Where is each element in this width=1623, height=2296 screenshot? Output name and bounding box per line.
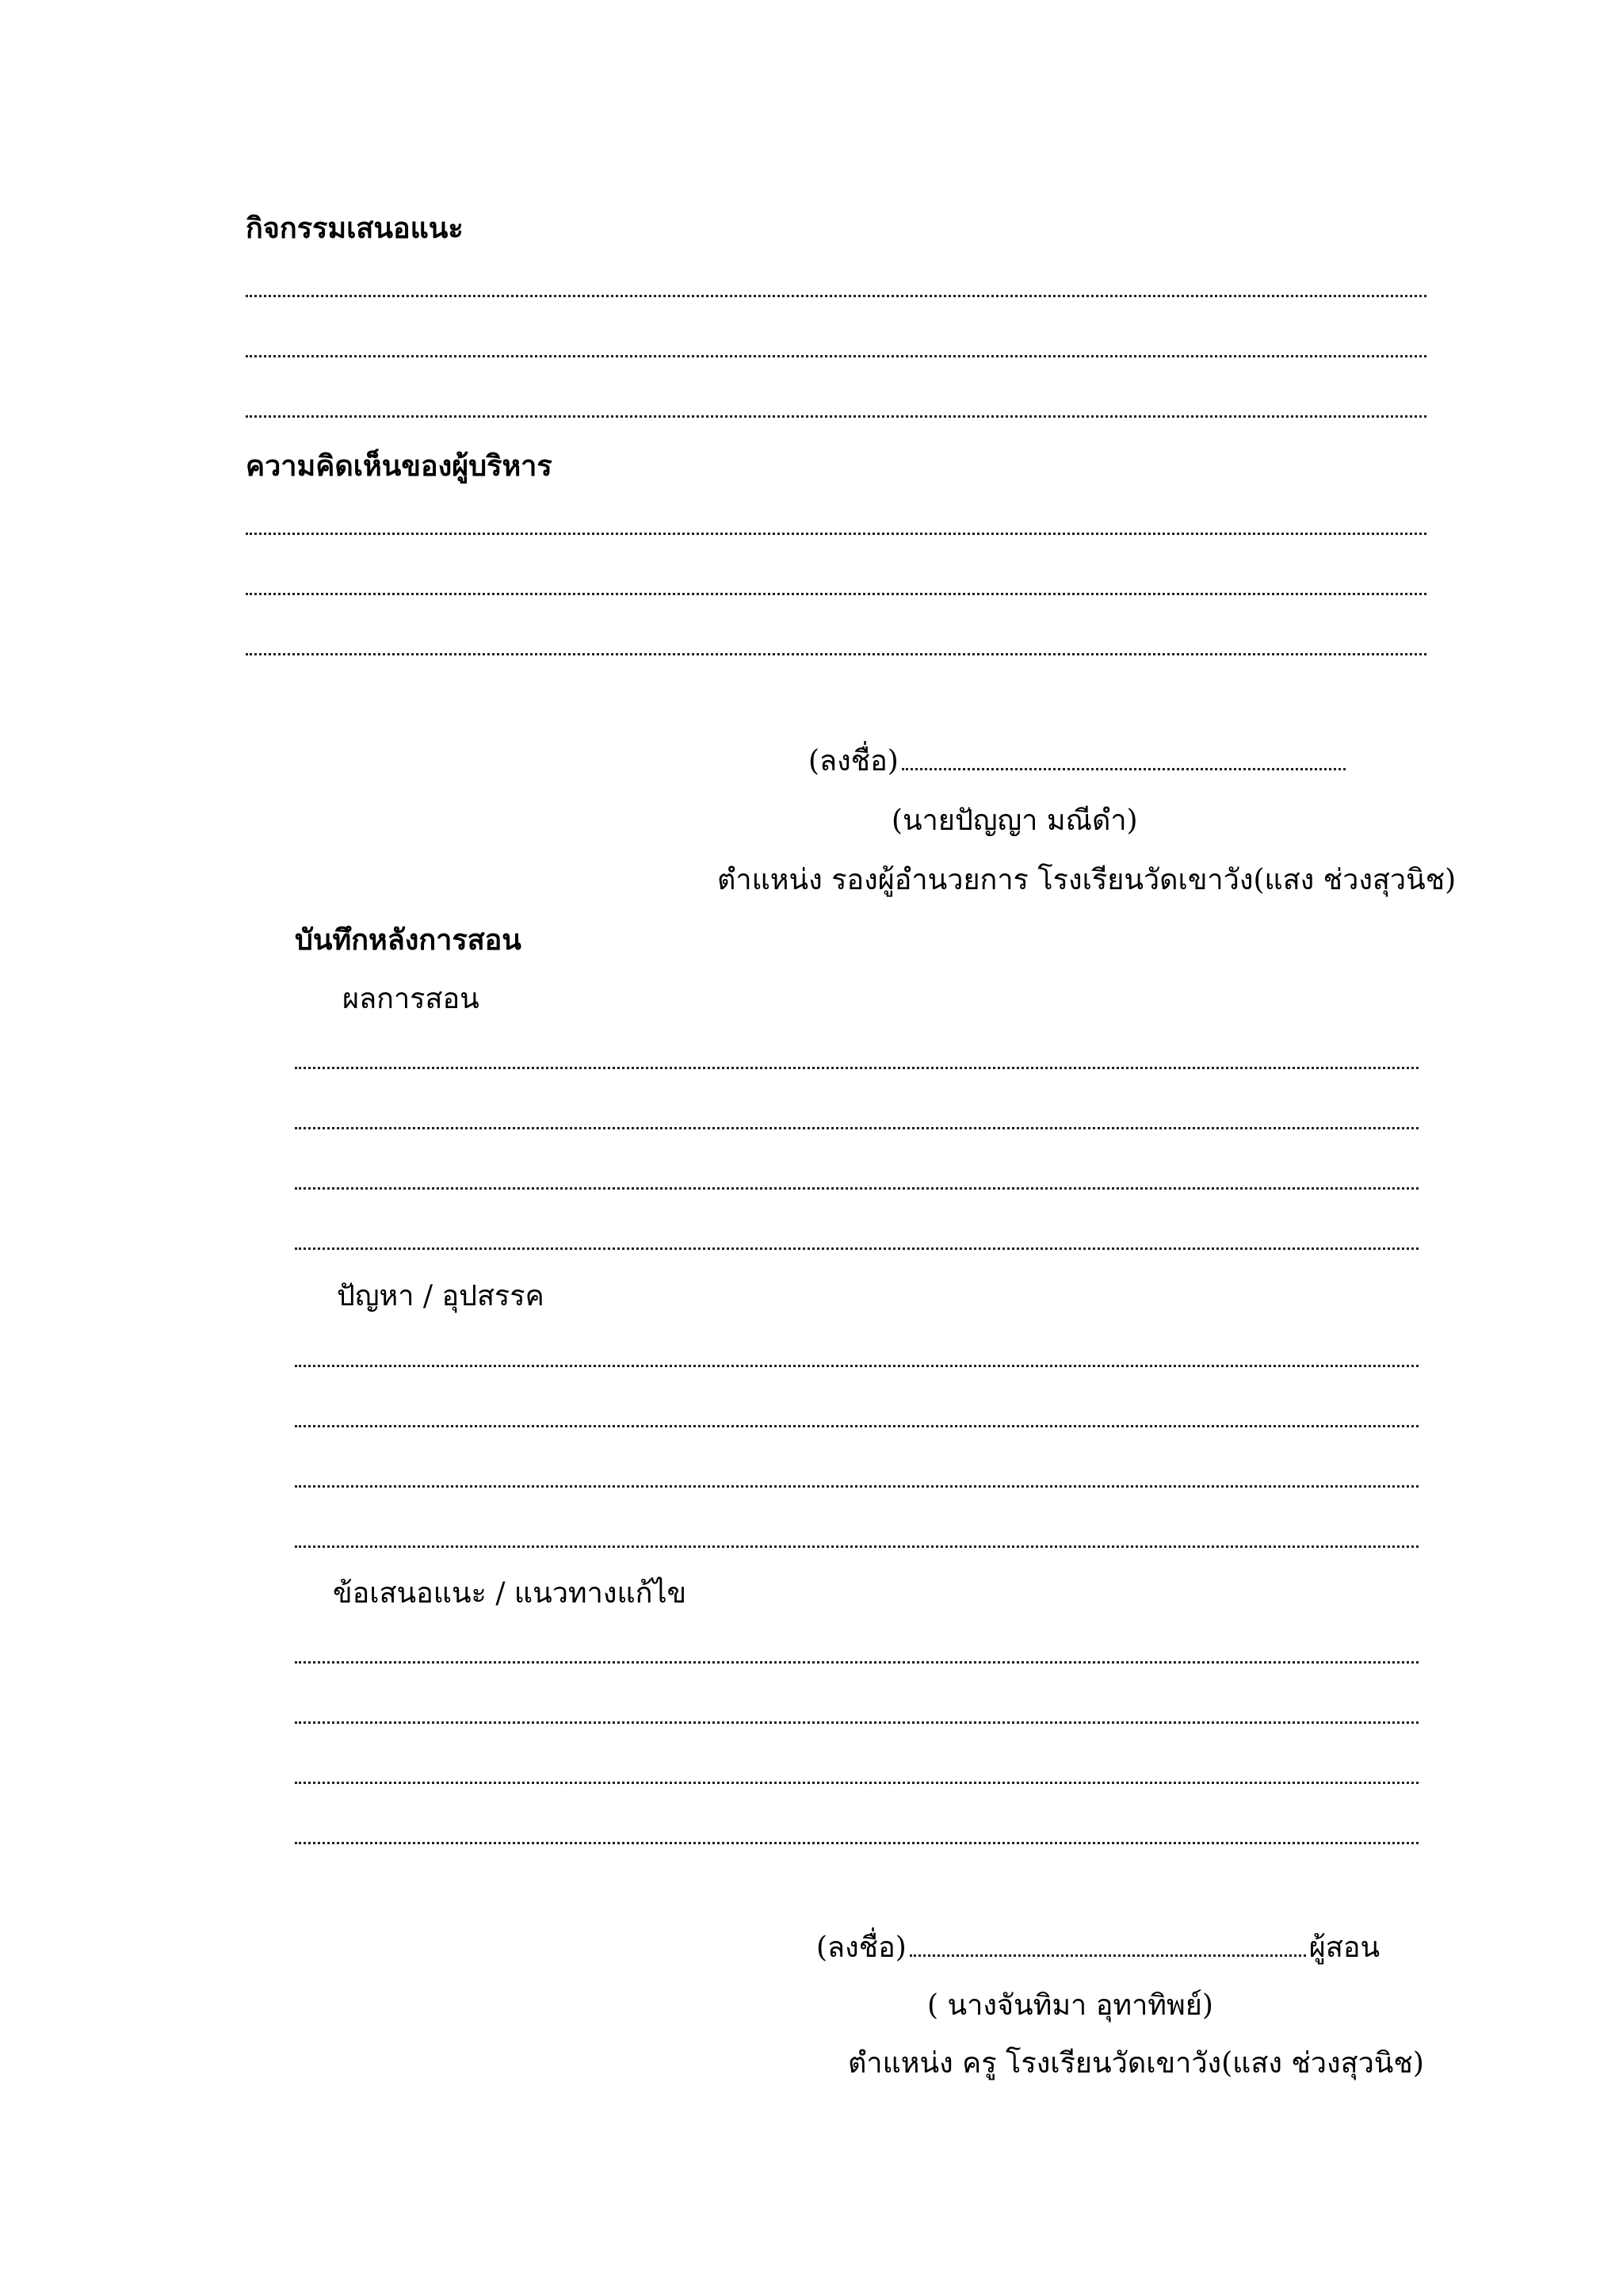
answer-line <box>246 533 1426 535</box>
section-heading-administrator-comments: ความคิดเห็นของผู้บริหาร <box>246 449 552 483</box>
section-heading-activities: กิจกรรมเสนอแนะ <box>246 212 464 245</box>
subsection-label-suggestions: ข้อเสนอแนะ / แนวทางแก้ไข <box>333 1577 687 1610</box>
signature-line-teacher <box>816 1927 1380 1969</box>
answer-line <box>295 1545 1419 1548</box>
signature-field <box>910 1954 1306 1957</box>
signature-prefix: (ลงชื่อ) <box>808 745 899 777</box>
answer-line <box>295 1842 1419 1844</box>
answer-line <box>246 355 1426 357</box>
signer-name-teacher: ( นางจันทิมา อุทาทิพย์) <box>927 1989 1213 2022</box>
answer-line <box>295 1127 1419 1129</box>
answer-line <box>246 593 1426 595</box>
signer-name-administrator: (นายปัญญา มณีดำ) <box>892 804 1138 837</box>
answer-line <box>246 415 1426 418</box>
answer-line <box>295 1247 1419 1250</box>
answer-line <box>295 1485 1419 1488</box>
signature-field <box>902 768 1346 770</box>
signer-position-teacher: ตำแหน่ง ครู โรงเรียนวัดเขาวัง(แสง ช่วงสุวนิช) <box>848 2047 1424 2080</box>
signature-suffix: ผู้สอน <box>1308 1931 1381 1964</box>
subsection-label-teaching-results: ผลการสอน <box>342 983 479 1015</box>
answer-line <box>295 1365 1419 1367</box>
signature-line-administrator <box>808 741 1349 782</box>
answer-line <box>295 1067 1419 1069</box>
answer-line <box>295 1425 1419 1427</box>
answer-line <box>295 1187 1419 1190</box>
section-heading-post-teaching-notes: บันทึกหลังการสอน <box>295 923 521 957</box>
answer-line <box>246 653 1426 655</box>
answer-line <box>295 1661 1419 1664</box>
signature-prefix: (ลงชื่อ) <box>816 1931 907 1964</box>
signer-position-administrator: ตำแหน่ง รองผู้อำนวยการ โรงเรียนวัดเขาวัง(แสง ช่วงสุวนิช) <box>717 864 1457 896</box>
subsection-label-problems: ปัญหา / อุปสรรค <box>337 1280 544 1312</box>
answer-line <box>295 1721 1419 1724</box>
answer-line <box>246 295 1426 297</box>
answer-line <box>295 1782 1419 1784</box>
